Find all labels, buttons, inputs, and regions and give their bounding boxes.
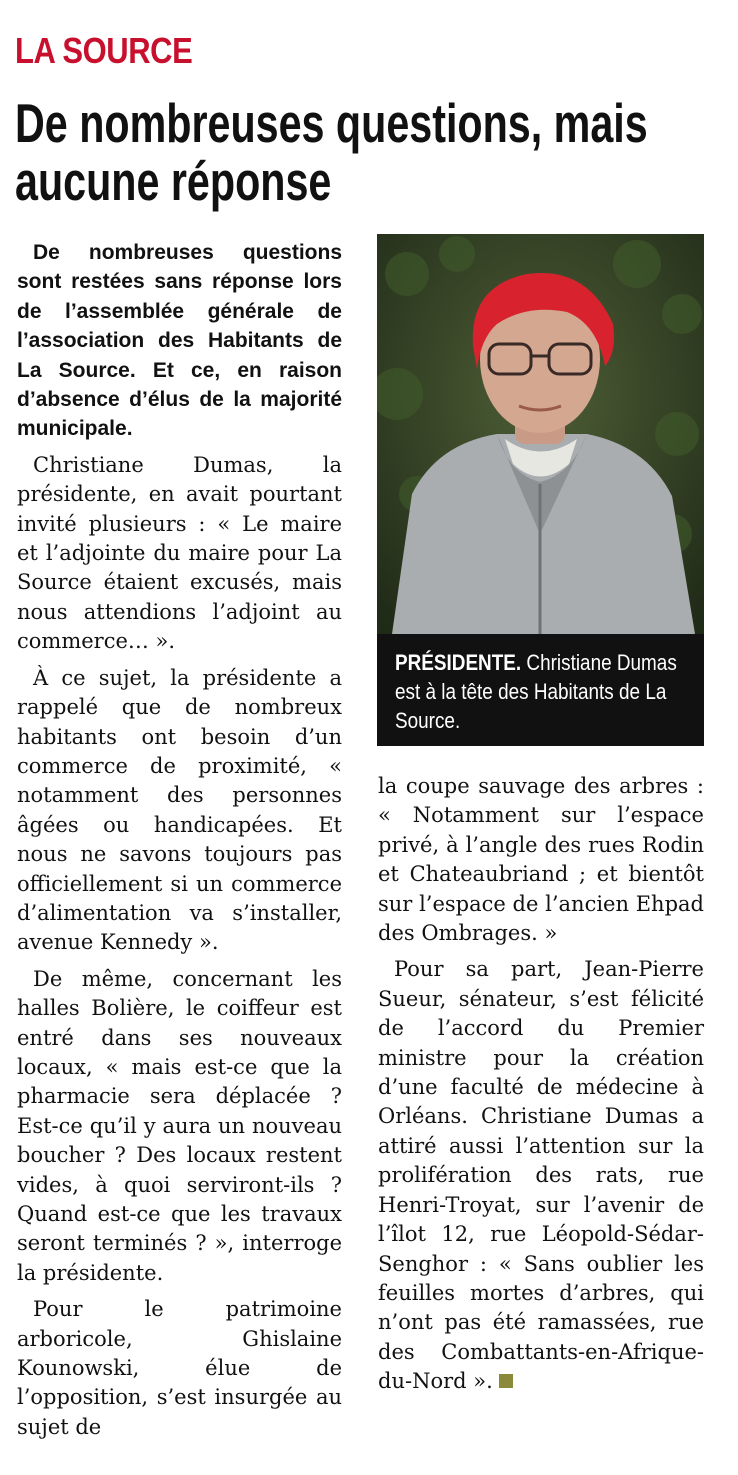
photo-caption xyxy=(377,634,704,746)
caption-label: PRÉSIDENTE. xyxy=(395,650,522,675)
body-paragraph-4: Pour le patrimoine arboricole, Ghislaine Kounowski, élue de l’opposition, s’est insurgée au sujet de xyxy=(17,1297,342,1439)
body-paragraph-1: Christiane Dumas, la présidente, en avait pourtant invité plusieurs : « Le maire et l’adjointe du maire pour La Source étaient excusés, mais nous attendions l’adjoint au commerce… ». xyxy=(17,452,342,654)
body-paragraph-6 xyxy=(378,955,704,1396)
headline: De nombreuses questions, mais aucune réponse xyxy=(15,92,648,212)
lead-paragraph: De nombreuses questions sont restées sans réponse lors de l’assemblée générale de l’association des Habitants de La Source. Et ce, en raison d’absence d’élus de la majorité municipale. xyxy=(17,241,342,441)
section-kicker: LA SOURCE xyxy=(15,30,193,71)
body-paragraph-2: À ce sujet, la présidente a rappelé que de nombreux habitants ont besoin d’un commerce de proximité, « notamment des personnes âgées ou handicapées. Et nous ne savons toujours pas officiellement si un commerce d’alimentation va s’installer, avenue Kennedy ». xyxy=(17,665,342,955)
end-of-article-icon xyxy=(499,1374,513,1388)
body-paragraph-3: De même, concernant les halles Bolière, le coiffeur est entré dans ses nouveaux locaux, « mais est-ce que la pharmacie sera déplacée ? Est-ce qu’il y aura un nouveau boucher ? Des locaux restent vides, à quoi serviront-ils ? Quand est-ce que les travaux seront terminés ? », interroge la présidente. xyxy=(17,966,342,1285)
article-column-left xyxy=(17,238,342,1449)
article-column-right xyxy=(378,772,704,1404)
body-paragraph-6-text: Pour sa part, Jean-Pierre Sueur, sénateur, s’est félicité de l’accord du Premier ministre pour la création d’une faculté de médecine à Orléans. Christiane Dumas a attiré aussi l’attention sur la prolifération des rats, rue Henri-Troyat, sur l’avenir de l’îlot 12, rue Léopold-Sédar-Senghor : « Sans oublier les feuilles mortes d’arbres, qui n’ont pas été ramassées, rue des Combattants-en-Afrique-du-Nord ». xyxy=(378,957,704,1394)
body-paragraph-5: la coupe sauvage des arbres : « Notamment sur l’espace privé, à l’angle des rues Rodin et Chateaubriand ; et bientôt sur l’espace de l’ancien Ehpad des Ombrages. » xyxy=(378,774,704,946)
caption-text: Christiane Dumas est à la tête des Habitants de La Source. xyxy=(395,650,677,733)
portrait-photo xyxy=(377,234,704,634)
portrait-illustration xyxy=(377,234,704,634)
